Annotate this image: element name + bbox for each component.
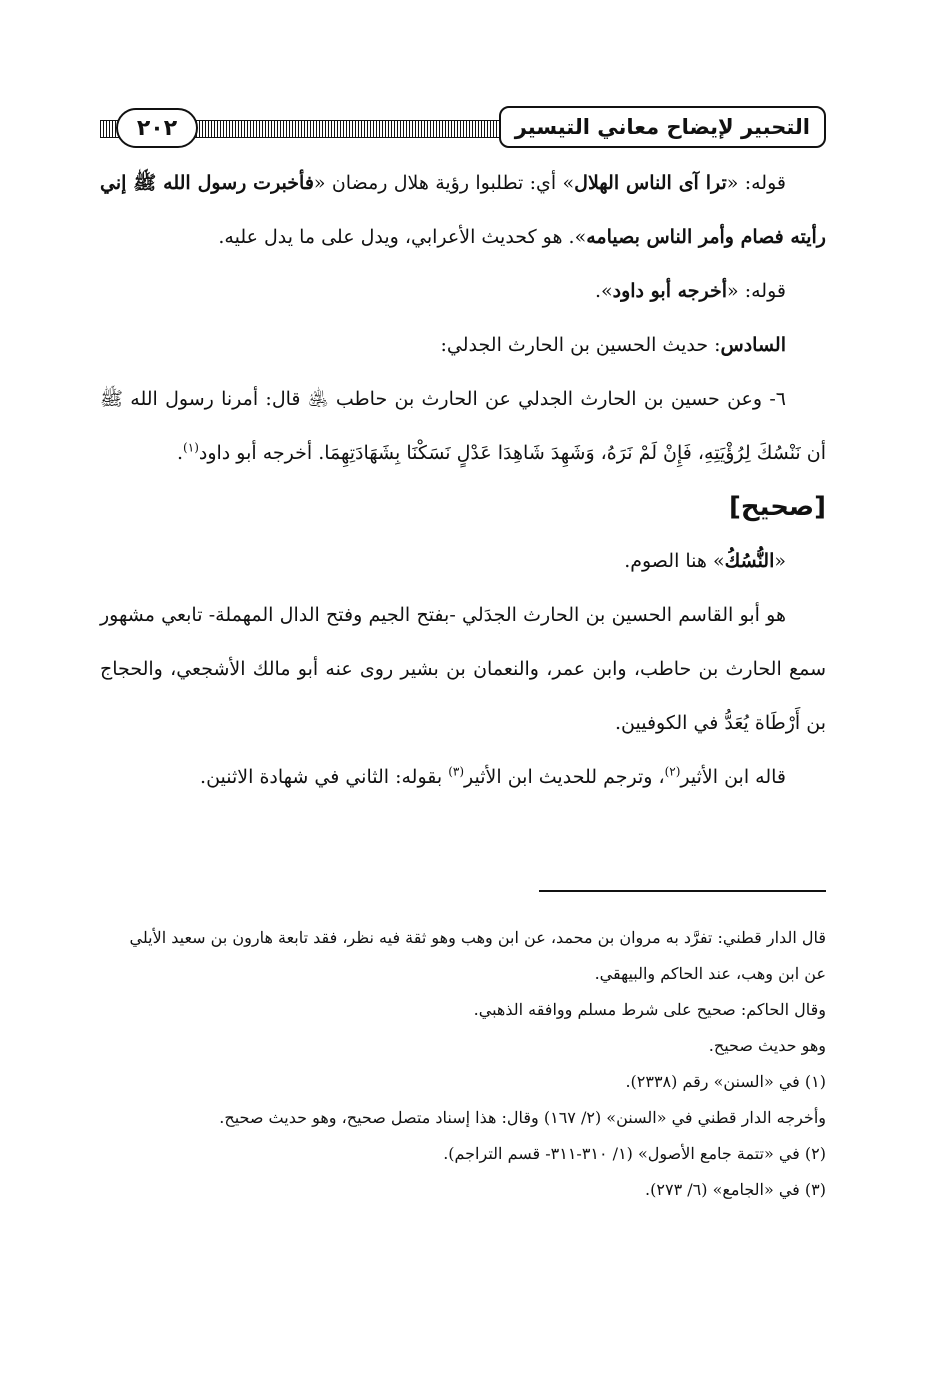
paragraph-1: قوله: «ترا آى الناس الهلال» أي: تطلبوا رؤية هلال رمضان «فأخبرت رسول الله ﷺ إني رأيته فصام وأمر الناس بصيامه». هو كحديث الأعرابي، ويدل على ما يدل عليه. [100, 172, 826, 248]
paragraph-2: قوله: «أخرجه أبو داود». [594, 280, 786, 302]
section-heading: السادس: حديث الحسين بن الحارث الجدلي: [440, 334, 786, 356]
footnote-ref-1: (١) [183, 440, 199, 455]
hadith-text: ٦- وعن حسين بن الحارث الجدلي عن الحارث بن حاطب ﵁ قال: أمرنا رسول الله ﷺ أن نَنْسُكَ لِرُؤْيَتِهِ، فَإِنْ لَمْ نَرَهُ، وَشَهِدَ شَاهِدَا عَدْلٍ نَسَكْنَا بِشَهَادَتِهِمَا. أخرجه أبو داود$^{(١)}$. [100, 388, 826, 464]
footnote-line: وأخرجه الدار قطني في «السنن» (٢/ ١٦٧) وقال: هذا إسناد متصل صحيح، وهو حديث صحيح. [219, 1108, 826, 1127]
paragraph-nusuk: «النُّسُكُ» هنا الصوم. [624, 550, 786, 572]
footnotes [100, 920, 826, 1208]
footnote-separator [539, 890, 826, 892]
footnote-line: قال الدار قطني: تفرَّد به مروان بن محمد، عن ابن وهب وهو ثقة فيه نظر، فقد تابعة هارون بن سعيد الأيلي [129, 928, 826, 947]
footnote-1: (١) في «السنن» رقم (٢٣٣٨). [625, 1072, 826, 1091]
footnote-line: عن ابن وهب، عند الحاكم والبيهقي. [594, 964, 826, 983]
footnote-ref-3: (٣) [448, 764, 465, 779]
footnote-ref-2: (٢) [664, 764, 681, 779]
hadith-grade: [صحيح] [729, 492, 826, 522]
footnote-3: (٣) في «الجامع» (٦/ ٢٧٣). [645, 1180, 826, 1199]
paragraph-source: قاله ابن الأثير$^{(٢)}$، وترجم للحديث ابن الأثير$^{(٣)}$ بقوله: الثاني في شهادة الاثنين. [200, 764, 786, 788]
page-number: ٢٠٢ [116, 108, 198, 148]
paragraph-biography: هو أبو القاسم الحسين بن الحارث الجدَلي -بفتح الجيم وفتح الدال المهملة- تابعي مشهور سمع الحارث بن حاطب، وابن عمر، والنعمان بن بشير روى عنه أبو مالك الأشجعي، والحجاج بن أَرْطَاة يُعَدُّ في الكوفيين. [100, 604, 826, 734]
footnote-line: وقال الحاكم: صحيح على شرط مسلم ووافقه الذهبي. [473, 1000, 826, 1019]
book-title: التحبير لإيضاح معاني التيسير [499, 106, 826, 148]
footnote-2: (٢) في «تتمة جامع الأصول» (١/ ٣١٠-٣١١- قسم التراجم). [443, 1144, 826, 1163]
running-header [100, 104, 826, 150]
main-text [100, 156, 826, 804]
footnote-line: وهو حديث صحيح. [708, 1036, 826, 1055]
